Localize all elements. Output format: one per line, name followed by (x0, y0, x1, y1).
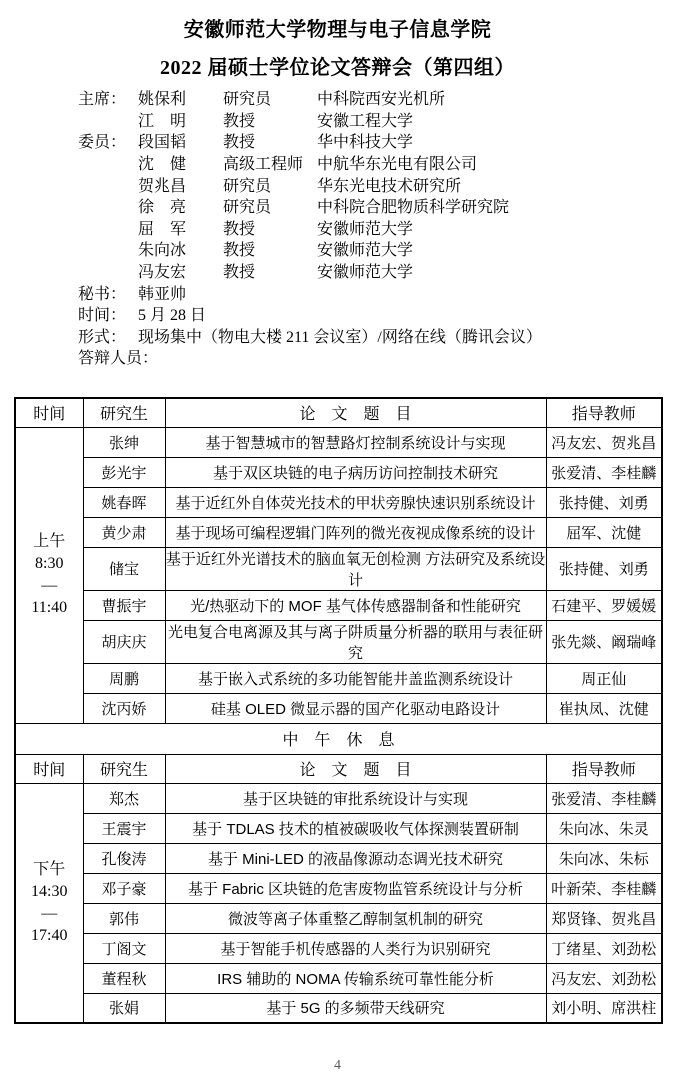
committee-row (78, 238, 667, 260)
table-row (15, 663, 662, 693)
thesis-title-cell: 硅基 OLED 微显示器的国产化驱动电路设计 (165, 693, 546, 723)
header-thesis-title: 论 文 题 目 (165, 398, 546, 427)
thesis-title-cell: 光电复合电离源及其与离子阱质量分析器的联用与表征研究 (165, 620, 546, 663)
thesis-title-cell: IRS 辅助的 NOMA 传输系统可靠性能分析 (165, 963, 546, 993)
thesis-title-cell: 光/热驱动下的 MOF 基气体传感器制备和性能研究 (165, 590, 546, 620)
table-row (15, 993, 662, 1023)
student-name-cell: 曹振宇 (83, 590, 165, 620)
time-start: 8:30 (35, 555, 64, 572)
advisors-cell: 刘小明、席洪柱 (546, 993, 662, 1023)
member-name: 沈 健 (138, 156, 187, 174)
student-name-cell: 孔俊涛 (83, 843, 165, 873)
advisors-cell: 张爱清、李桂麟 (546, 783, 662, 813)
table-row (15, 487, 662, 517)
time-start: 14:30 (31, 882, 68, 900)
format-label: 形式： (78, 328, 127, 346)
student-name-cell: 丁阁文 (83, 933, 165, 963)
secretary-row (78, 281, 667, 303)
member-name: 冯友宏 (138, 264, 187, 282)
thesis-title-cell: 基于现场可编程逻辑门阵列的微光夜视成像系统的设计 (165, 517, 546, 547)
defenders-row (78, 346, 667, 368)
member-name: 姚保利 (138, 91, 187, 109)
defenders-label: 答辩人员： (78, 350, 159, 368)
advisors-cell: 周正仙 (546, 663, 662, 693)
page-number: 4 (334, 1058, 341, 1073)
advisors-cell: 冯友宏、贺兆昌 (546, 427, 662, 457)
student-name-cell: 董程秋 (83, 963, 165, 993)
advisors-cell: 石建平、罗媛媛 (546, 590, 662, 620)
student-name-cell: 郑杰 (83, 783, 165, 813)
table-row (15, 933, 662, 963)
date-value: 5 月 28 日 (138, 307, 207, 325)
committee-row (78, 217, 667, 239)
member-title: 教授 (223, 220, 256, 238)
member-name: 屈 军 (138, 220, 187, 238)
member-org: 中航华东光电有限公司 (317, 156, 478, 174)
header-advisor: 指导教师 (546, 398, 662, 427)
thesis-title-cell: 基于近红外光谱技术的脑血氧无创检测 方法研究及系统设计 (165, 547, 546, 590)
student-name-cell: 黄少肃 (83, 517, 165, 547)
header-student: 研究生 (83, 398, 165, 427)
member-org: 安徽师范大学 (317, 264, 414, 282)
member-org: 中科院西安光机所 (317, 91, 446, 109)
thesis-title-cell: 基于 5G 的多频带天线研究 (165, 993, 546, 1023)
student-name-cell: 沈丙娇 (83, 693, 165, 723)
advisors-cell: 朱向冰、朱灵 (546, 813, 662, 843)
date-row (78, 303, 667, 325)
thesis-title-cell: 基于近红外自体荧光技术的甲状旁腺快速识别系统设计 (165, 487, 546, 517)
thesis-title-cell: 基于智慧城市的智慧路灯控制系统设计与实现 (165, 427, 546, 457)
student-name-cell: 邓子豪 (83, 873, 165, 903)
committee-row (78, 152, 667, 174)
time-end: 17:40 (31, 926, 68, 944)
morning-time-cell (15, 427, 83, 723)
table-row (15, 457, 662, 487)
format-value: 现场集中（物电大楼 211 会议室）/网络在线（腾讯会议） (138, 328, 542, 346)
advisors-cell: 张持健、刘勇 (546, 487, 662, 517)
advisors-cell: 朱向冰、朱标 (546, 843, 662, 873)
page-subtitle: 2022 届硕士学位论文答辩会（第四组） (160, 57, 515, 79)
member-title: 教授 (223, 242, 256, 260)
afternoon-time-cell (15, 783, 83, 1023)
committee-row (78, 173, 667, 195)
advisors-cell: 张持健、刘勇 (546, 547, 662, 590)
member-org: 华东光电技术研究所 (317, 177, 462, 195)
advisors-cell: 屈军、沈健 (546, 517, 662, 547)
header-time: 时间 (15, 398, 83, 427)
lunch-break-label: 中 午 休 息 (15, 723, 662, 754)
table-row (15, 620, 662, 663)
advisors-cell: 冯友宏、刘劲松 (546, 963, 662, 993)
page-title: 安徽师范大学物理与电子信息学院 (183, 19, 492, 41)
thesis-title-cell: 基于 TDLAS 技术的植被碳吸收气体探测装置研制 (165, 813, 546, 843)
table-row (15, 547, 662, 590)
thesis-title-cell: 基于区块链的审批系统设计与实现 (165, 783, 546, 813)
lunch-break-row (15, 723, 662, 754)
student-name-cell: 周鹏 (83, 663, 165, 693)
table-row (15, 517, 662, 547)
member-org: 中科院合肥物质科学研究院 (317, 199, 510, 217)
time-period: 下午 (33, 860, 66, 878)
thesis-title-cell: 基于智能手机传感器的人类行为识别研究 (165, 933, 546, 963)
table-row (15, 783, 662, 813)
committee-row (78, 260, 667, 282)
member-name: 江 明 (138, 112, 187, 130)
advisors-cell: 崔执凤、沈健 (546, 693, 662, 723)
thesis-title-cell: 基于 Fabric 区块链的危害废物监管系统设计与分析 (165, 873, 546, 903)
member-title: 高级工程师 (223, 156, 304, 174)
advisors-cell: 叶新荣、李桂麟 (546, 873, 662, 903)
table-row (15, 963, 662, 993)
table-row (15, 427, 662, 457)
time-dash: — (41, 904, 58, 922)
member-org: 华中科技大学 (317, 134, 414, 152)
committee-info (78, 87, 667, 368)
member-name: 贺兆昌 (138, 177, 187, 195)
committee-row (78, 87, 667, 109)
secretary-name: 韩亚帅 (138, 285, 187, 303)
time-period: 上午 (33, 533, 66, 550)
format-row (78, 325, 667, 347)
table-header-row (15, 754, 662, 783)
advisors-cell: 张爱清、李桂麟 (546, 457, 662, 487)
advisors-cell: 张先燚、阚瑞峰 (546, 620, 662, 663)
member-org: 安徽工程大学 (317, 112, 414, 130)
time-dash: — (41, 577, 58, 594)
member-org: 安徽师范大学 (317, 242, 414, 260)
advisors-cell: 丁绪星、刘劲松 (546, 933, 662, 963)
thesis-title-cell: 基于双区块链的电子病历访问控制技术研究 (165, 457, 546, 487)
thesis-title-cell: 基于嵌入式系统的多功能智能井盖监测系统设计 (165, 663, 546, 693)
member-title: 教授 (223, 134, 256, 152)
member-name: 段国韬 (138, 134, 187, 152)
table-row (15, 693, 662, 723)
committee-row (78, 195, 667, 217)
student-name-cell: 王震宇 (83, 813, 165, 843)
student-name-cell: 彭光宇 (83, 457, 165, 487)
header-thesis-title: 论 文 题 目 (165, 754, 546, 783)
member-title: 研究员 (223, 91, 272, 109)
date-label: 时间： (78, 307, 127, 325)
member-name: 朱向冰 (138, 242, 187, 260)
table-row (15, 843, 662, 873)
thesis-title-cell: 微波等离子体重整乙醇制氢机制的研究 (165, 903, 546, 933)
role-label: 主席： (78, 91, 127, 109)
table-row (15, 590, 662, 620)
table-row (15, 873, 662, 903)
table-row (15, 903, 662, 933)
student-name-cell: 郭伟 (83, 903, 165, 933)
student-name-cell: 张绅 (83, 427, 165, 457)
member-title: 教授 (223, 112, 256, 130)
student-name-cell: 储宝 (83, 547, 165, 590)
student-name-cell: 胡庆庆 (83, 620, 165, 663)
member-name: 徐 亮 (138, 199, 187, 217)
student-name-cell: 姚春晖 (83, 487, 165, 517)
member-title: 研究员 (223, 177, 272, 195)
student-name-cell: 张娟 (83, 993, 165, 1023)
time-end: 11:40 (31, 599, 68, 616)
header-time: 时间 (15, 754, 83, 783)
member-title: 教授 (223, 264, 256, 282)
committee-row (78, 130, 667, 152)
thesis-title-cell: 基于 Mini-LED 的液晶像源动态调光技术研究 (165, 843, 546, 873)
member-title: 研究员 (223, 199, 272, 217)
role-label: 委员： (78, 134, 127, 152)
table-header-row (15, 398, 662, 427)
committee-row (78, 109, 667, 131)
member-org: 安徽师范大学 (317, 220, 414, 238)
defense-schedule-table (14, 397, 663, 1024)
secretary-label: 秘书： (78, 285, 127, 303)
table-row (15, 813, 662, 843)
header-advisor: 指导教师 (546, 754, 662, 783)
header-student: 研究生 (83, 754, 165, 783)
advisors-cell: 郑贤锋、贺兆昌 (546, 903, 662, 933)
